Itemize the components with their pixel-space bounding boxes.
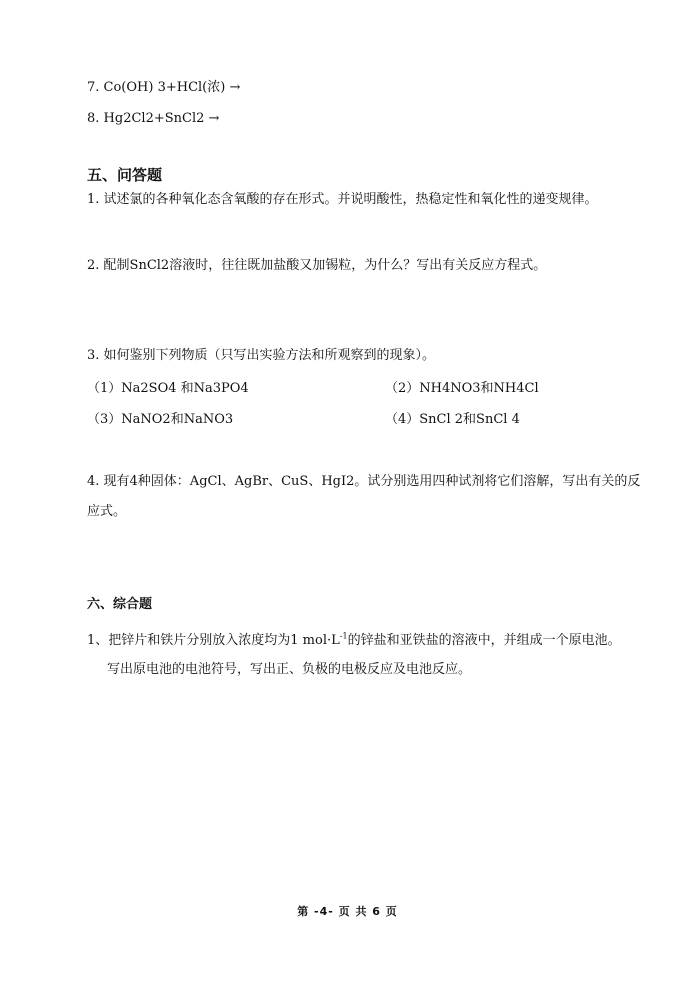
item-2: （2）NH4NO3和NH4Cl [385, 381, 539, 396]
question-5-3: 3. 如何鉴别下列物质（只写出实验方法和所观察到的现象）。 [87, 348, 436, 363]
item-3: （3）NaNO2和NaNO3 [87, 412, 234, 427]
question-5-4-line-1: 4. 现有4种固体：AgCl、AgBr、CuS、HgI2。试分别选用四种试剂将它们溶解，写出有关的反 [87, 474, 641, 489]
question-5-2: 2. 配制SnCl2溶液时，往往既加盐酸又加锡粒，为什么？写出有关反应方程式。 [87, 258, 547, 273]
question-5-3-row-1 [87, 381, 539, 397]
item-1: （1）Na2SO4 和Na3PO4 [87, 381, 249, 396]
question-5-4-line-2: 应式。 [87, 504, 127, 519]
question-5-3-row-2 [87, 412, 520, 428]
section-5-title: 五、问答题 [87, 166, 163, 184]
equation-7: 7. Co(OH) 3+HCl(浓) → [87, 80, 241, 95]
page-footer: 第 -4- 页 共 6 页 [297, 905, 398, 918]
superscript: -1 [339, 631, 348, 641]
text-part-1: 1、把锌片和铁片分别放入浓度均为1 mol·L [87, 633, 340, 648]
section-6-title: 六、综合题 [87, 597, 153, 612]
text-part-2: 的锌盐和亚铁盐的溶液中，并组成一个原电池。 [347, 633, 621, 648]
question-6-1-line-1 [87, 633, 621, 649]
question-6-1-line-2: 写出原电池的电池符号，写出正、负极的电极反应及电池反应。 [107, 662, 472, 677]
question-5-1: 1. 试述氯的各种氧化态含氧酸的存在形式。并说明酸性，热稳定性和氧化性的递变规律。 [87, 192, 598, 207]
item-4: （4）SnCl 2和SnCl 4 [385, 412, 520, 427]
equation-8: 8. Hg2Cl2+SnCl2 → [87, 111, 220, 126]
